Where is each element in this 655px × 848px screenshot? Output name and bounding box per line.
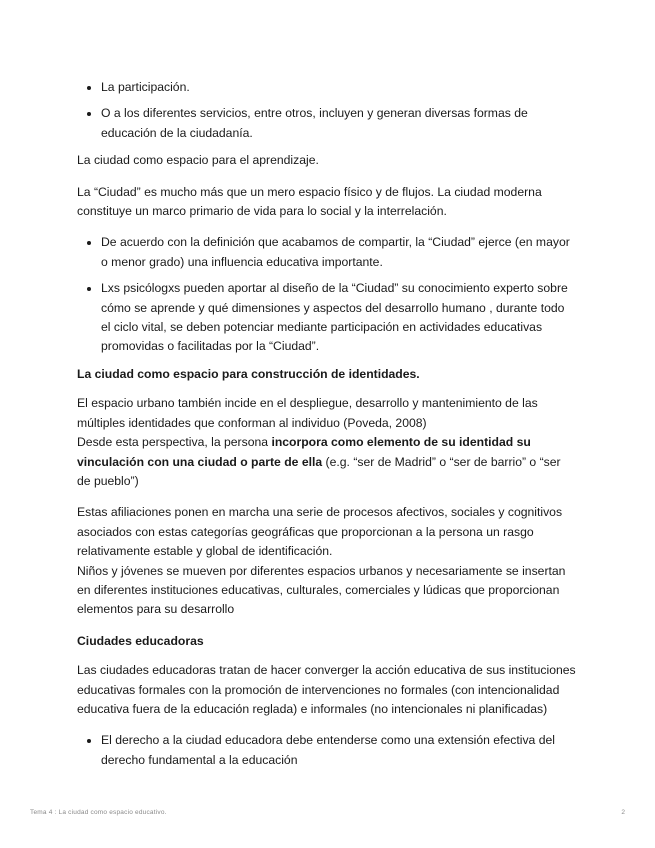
perspective-text-start: Desde esta perspectiva, la persona [77, 435, 272, 450]
bullet-list-city-influence [77, 233, 577, 356]
perspective-text-bold: incorpora como elemento de su identidad su vinculación con una ciudad o parte de ella [77, 435, 531, 469]
page-number: 2 [621, 809, 625, 816]
list-item: • O a los diferentes servicios, entre otros, incluyen y generan diversas formas de educación de la ciudadanía. [101, 104, 577, 143]
paragraph-educating-cities: Las ciudades educadoras tratan de hacer converger la acción educativa de sus instituciones educativas formales con la promoción de intervenciones no formales (con intencionalidad educativa fuera de la educación reglada) e informales (no intencionales ni planificadas) [77, 663, 576, 716]
paragraph-learning-space: La ciudad como espacio para el aprendizaje. [77, 153, 319, 168]
footer-title: Tema 4 : La ciudad como espacio educativo. [30, 809, 167, 816]
list-item: • El derecho a la ciudad educadora debe entenderse como una extensión efectiva del derecho fundamental a la educación [101, 731, 577, 770]
list-item: • De acuerdo con la definición que acabamos de compartir, la “Ciudad” ejerce (en mayor o menor grado) una influencia educativa importante. [101, 233, 577, 272]
list-item: • La participación. [101, 78, 577, 97]
paragraph-children-youth: Niños y jóvenes se mueven por diferentes espacios urbanos y necesariamente se insertan en diferentes instituciones educativas, culturales, comerciales y lúdicas que proporcionan elementos para su desarrollo [77, 563, 566, 617]
paragraph-city-definition: La “Ciudad” es mucho más que un mero espacio físico y de flujos. La ciudad moderna constituye un marco primario de vida para lo social y la interrelación. [77, 184, 542, 219]
bullet-list-participation [77, 78, 577, 143]
paragraph-urban-identity: El espacio urbano también incide en el despliegue, desarrollo y mantenimiento de las múltiples identidades que conforman al individuo (Poveda, 2008) [77, 396, 538, 430]
paragraph-affiliations: Estas afiliaciones ponen en marcha una serie de procesos afectivos, sociales y cognitivos asociados con estas categorías geográficas que proporcionan a la persona un rasgo relativamente estable y global de identificación. [77, 505, 563, 559]
paragraph-perspective [77, 433, 577, 491]
heading-identity: La ciudad como espacio para construcción de identidades. [77, 366, 420, 381]
heading-educating-cities: Ciudades educadoras [77, 633, 204, 648]
page-body [77, 78, 577, 778]
bullet-list-right-to-city [77, 731, 577, 770]
list-item: • Lxs psicólogxs pueden aportar al diseño de la “Ciudad” su conocimiento experto sobre cómo se aprende y qué dimensiones y aspectos del desarrollo humano , durante todo el ciclo vital, se deben potenciar mediante participación en actividades educativas promovidas o facilitadas por la “Ciudad”. [101, 279, 577, 357]
perspective-text-end: (e.g. “ser de Madrid” o “ser de barrio” o “ser de pueblo”) [77, 454, 561, 488]
